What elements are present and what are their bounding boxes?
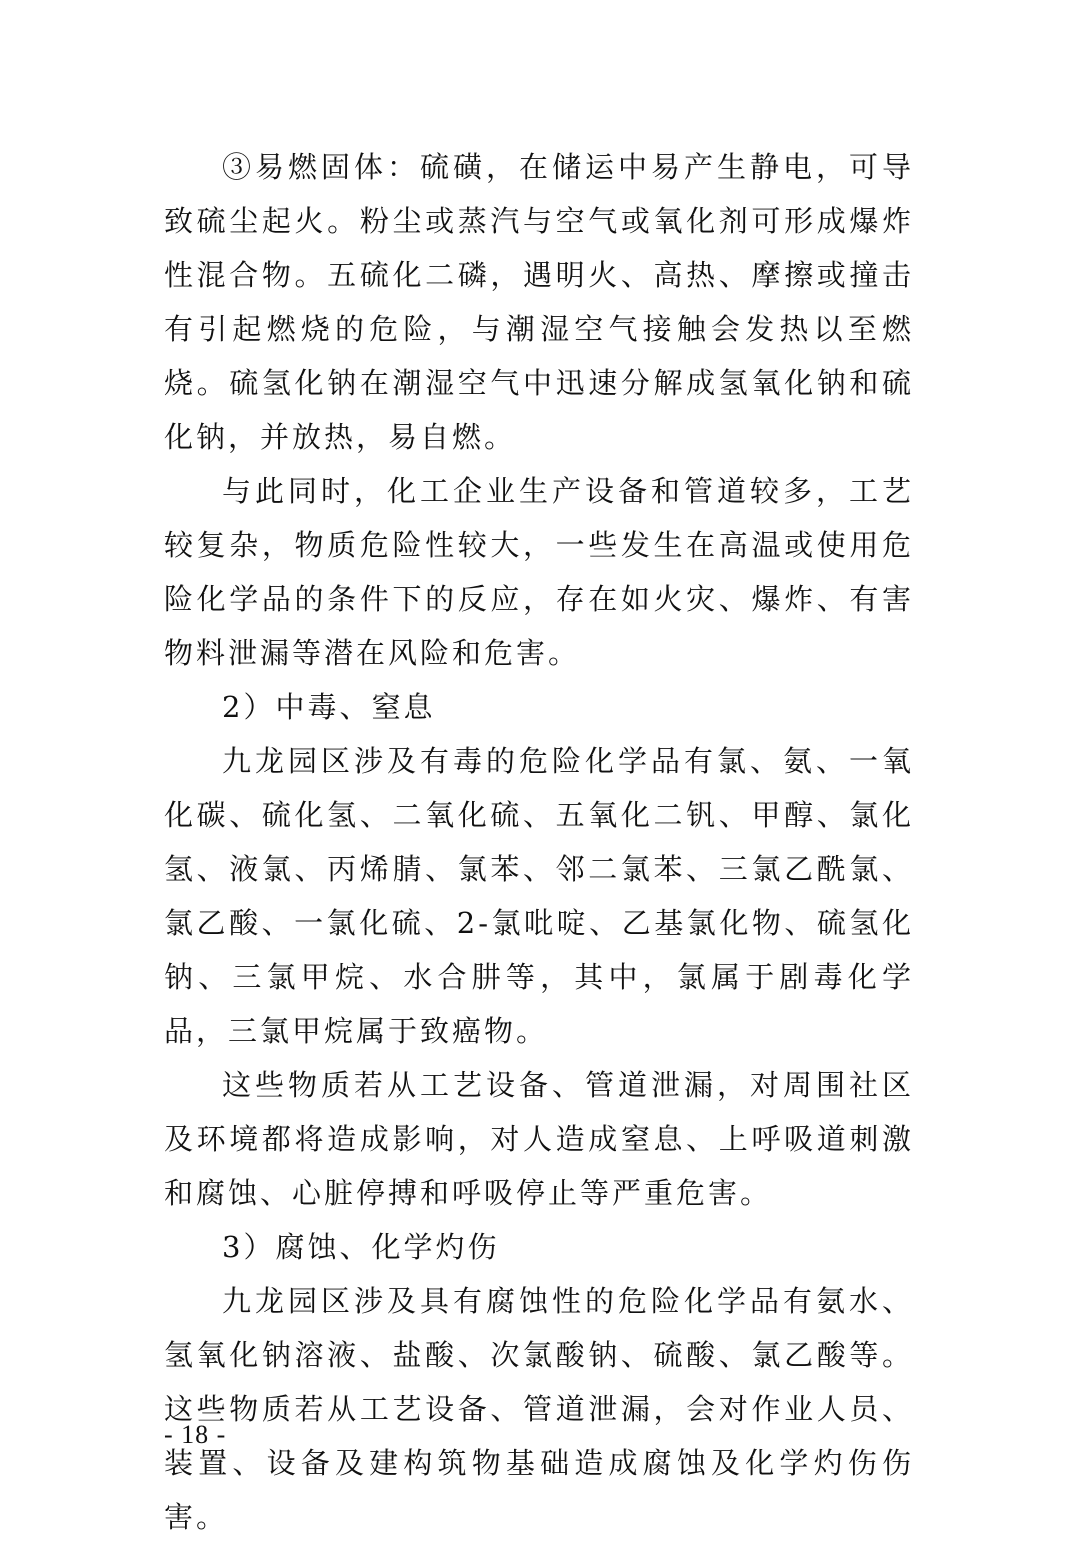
document-body	[164, 140, 914, 1544]
paragraph-process-risks: 与此同时，化工企业生产设备和管道较多，工艺较复杂，物质危险性较大，一些发生在高温或使用危险化学品的条件下的反应，存在如火灾、爆炸、有害物料泄漏等潜在风险和危害。	[164, 474, 914, 670]
paragraph-corrosive-chemicals: 九龙园区涉及具有腐蚀性的危险化学品有氨水、氢氧化钠溶液、盐酸、次氯酸钠、硫酸、氯乙酸等。这些物质若从工艺设备、管道泄漏，会对作业人员、装置、设备及建构筑物基础造成腐蚀及化学灼伤伤害。	[164, 1284, 914, 1534]
paragraph-toxic-chemicals: 九龙园区涉及有毒的危险化学品有氯、氨、一氧化碳、硫化氢、二氧化硫、五氧化二钒、甲醇、氯化氢、液氯、丙烯腈、氯苯、邻二氯苯、三氯乙酰氯、氯乙酸、一氯化硫、2-氯吡啶、乙基氯化物、硫氢化钠、三氯甲烷、水合肼等，其中，氯属于剧毒化学品，三氯甲烷属于致癌物。	[164, 744, 914, 1048]
paragraph-flammable-solids: ③易燃固体：硫磺，在储运中易产生静电，可导致硫尘起火。粉尘或蒸汽与空气或氧化剂可形成爆炸性混合物。五硫化二磷，遇明火、高热、摩擦或撞击有引起燃烧的危险，与潮湿空气接触会发热以至燃烧。硫氢化钠在潮湿空气中迅速分解成氢氧化钠和硫化钠，并放热，易自燃。	[164, 150, 914, 454]
section-heading-poisoning: 2）中毒、窒息	[222, 690, 436, 724]
section-heading-corrosion: 3）腐蚀、化学灼伤	[222, 1230, 500, 1264]
page-number: - 18 -	[164, 1420, 227, 1449]
paragraph-leak-hazards: 这些物质若从工艺设备、管道泄漏，对周围社区及环境都将造成影响，对人造成窒息、上呼吸道刺激和腐蚀、心脏停搏和呼吸停止等严重危害。	[164, 1068, 914, 1210]
